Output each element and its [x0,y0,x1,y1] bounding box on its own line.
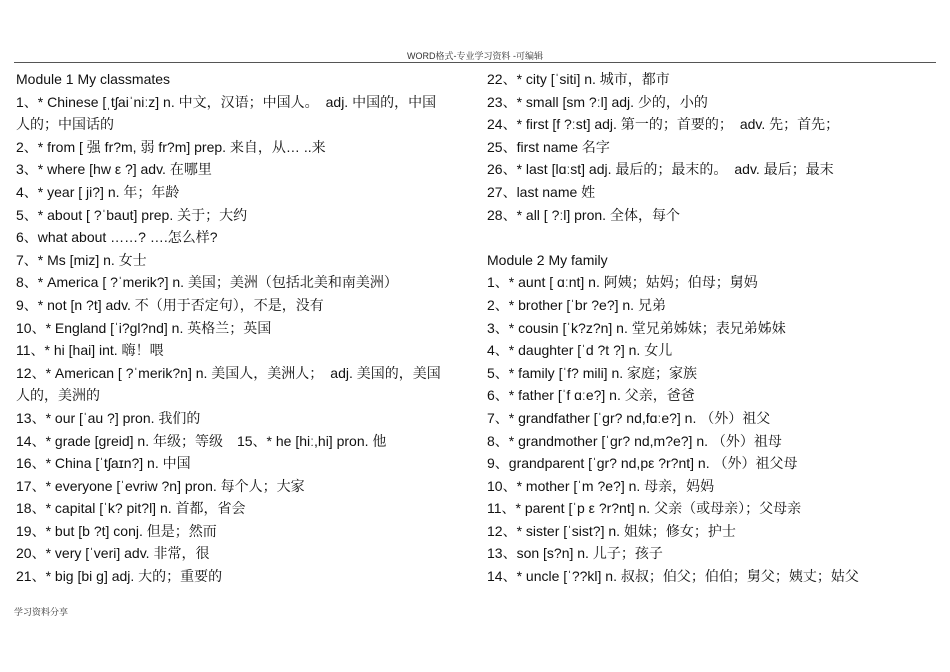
vocab-entry: 5、* family [ˈf? mili] n. 家庭；家族 [487,364,698,381]
module-1-title: Module 1 My classmates [16,71,171,87]
vocab-entry: 25、first name 名字 [487,138,610,155]
vocab-entry: 3、* cousin [ˈk?z?n] n. 堂兄弟姊妹；表兄弟姊妹 [487,319,786,336]
vocab-entry: 12、* sister [ˈsist?] n. 姐妹；修女；护士 [487,522,736,539]
vocab-entry: 16、* China [ˈtʃaɪn?] n. 中国 [16,455,191,472]
vocab-entry: 7、* grandfather [ˈɡr? nd,fɑːe?] n. （外）祖父 [487,409,771,426]
vocab-entry: 2、* from [ 强 fr?m, 弱 fr?m] prep. 来自，从… ..来 [16,138,326,155]
vocab-entry: 20、* very [ˈveri] adv. 非常，很 [16,545,210,562]
vocab-entry: 26、* last [lɑːst] adj. 最后的；最末的。 adv. 最后；最末 [487,161,834,178]
vocab-entry: 7、* Ms [miz] n. 女士 [16,251,147,268]
vocab-entry: 18、* capital [ˈk? pit?l] n. 首都，省会 [16,500,246,517]
vocab-entry-continued: 人的，美洲的 [16,387,100,404]
vocab-entry: 1、* aunt [ ɑːnt] n. 阿姨；姑妈；伯母；舅妈 [487,274,758,291]
module-2-title: Module 2 My family [487,251,608,268]
vocab-entry: 10、* England [ˈi?ɡl?nd] n. 英格兰；英国 [16,319,272,336]
vocab-entry: 2、* brother [ˈbr ?e?] n. 兄弟 [487,296,666,313]
vocab-entry: 17、* everyone [ˈevriw ?n] pron. 每个人；大家 [16,477,305,494]
vocab-entry: 19、* but [b ?t] conj. 但是；然而 [16,522,217,539]
vocab-entry: 5、* about [ ?ˈbaut] prep. 关于；大约 [16,206,248,223]
page-header: WORD格式-专业学习资料 -可编辑 [407,51,543,61]
vocab-entry: 24、* first [f ?ːst] adj. 第一的；首要的； adv. 先；首先； [487,116,840,133]
vocab-entry: 8、* America [ ?ˈmerik?] n. 美国；美洲（包括北美和南美洲） [16,274,398,291]
page-footer: 学习资料分享 [14,607,69,617]
vocab-entry-continued: 人的；中国话的 [16,116,114,133]
vocab-entry: 23、* small [sm ?ːl] adj. 少的，小的 [487,93,708,110]
vocab-entry: 9、grandparent [ˈɡr? nd,pε ?r?nt] n. （外）祖父母 [487,455,798,472]
vocab-entry: 4、* daughter [ˈd ?t ?] n. 女儿 [487,342,673,359]
vocab-entry: 12、* American [ ?ˈmerik?n] n. 美国人，美洲人； adj. 美国的，美国 [16,364,441,381]
vocab-entry: 13、* our [ˈau ?] pron. 我们的 [16,409,201,426]
vocab-entry: 21、* big [bi ɡ] adj. 大的；重要的 [16,568,223,585]
vocab-entry: 13、son [s?n] n. 儿子；孩子 [487,545,663,562]
vocab-entry: 6、what about ……? ….怎么样? [16,229,218,246]
vocab-entry: 10、* mother [ˈm ?e?] n. 母亲，妈妈 [487,477,715,494]
vocab-entry: 11、* hi [hai] int. 嗨！喂 [16,342,164,359]
vocab-entry: 1、* Chinese [ˌtʃaiˈniːz] n. 中文，汉语；中国人。 adj. 中国的，中国 [16,93,437,110]
right-column [487,68,937,588]
vocab-entry: 27、last name 姓 [487,183,596,200]
vocab-entry: 6、* father [ˈf ɑːe?] n. 父亲，爸爸 [487,387,695,404]
vocab-entry: 28、* all [ ?ːl] pron. 全体，每个 [487,206,680,223]
vocab-entry: 14、* grade [ɡreid] n. 年级；等级 15、* he [hiː,hi] pron. 他 [16,432,387,449]
vocab-entry: 8、* grandmother [ˈɡr? nd,m?e?] n. （外）祖母 [487,432,782,449]
header-divider [14,62,936,63]
left-column [16,68,464,588]
vocab-entry: 22、* city [ˈsiti] n. 城市，都市 [487,71,670,87]
vocab-entry: 11、* parent [ˈp ε ?r?nt] n. 父亲（或母亲）；父母亲 [487,500,802,517]
vocab-entry: 4、* year [ ji?] n. 年；年龄 [16,183,180,200]
vocab-entry: 14、* uncle [ˈ??kl] n. 叔叔；伯父；伯伯；舅父；姨丈；姑父 [487,568,859,585]
section-spacer [487,226,937,249]
vocab-entry: 9、* not [n ?t] adv. 不（用于否定句），不是，没有 [16,296,324,313]
vocab-entry: 3、* where [hw ε ?] adv. 在哪里 [16,161,212,178]
